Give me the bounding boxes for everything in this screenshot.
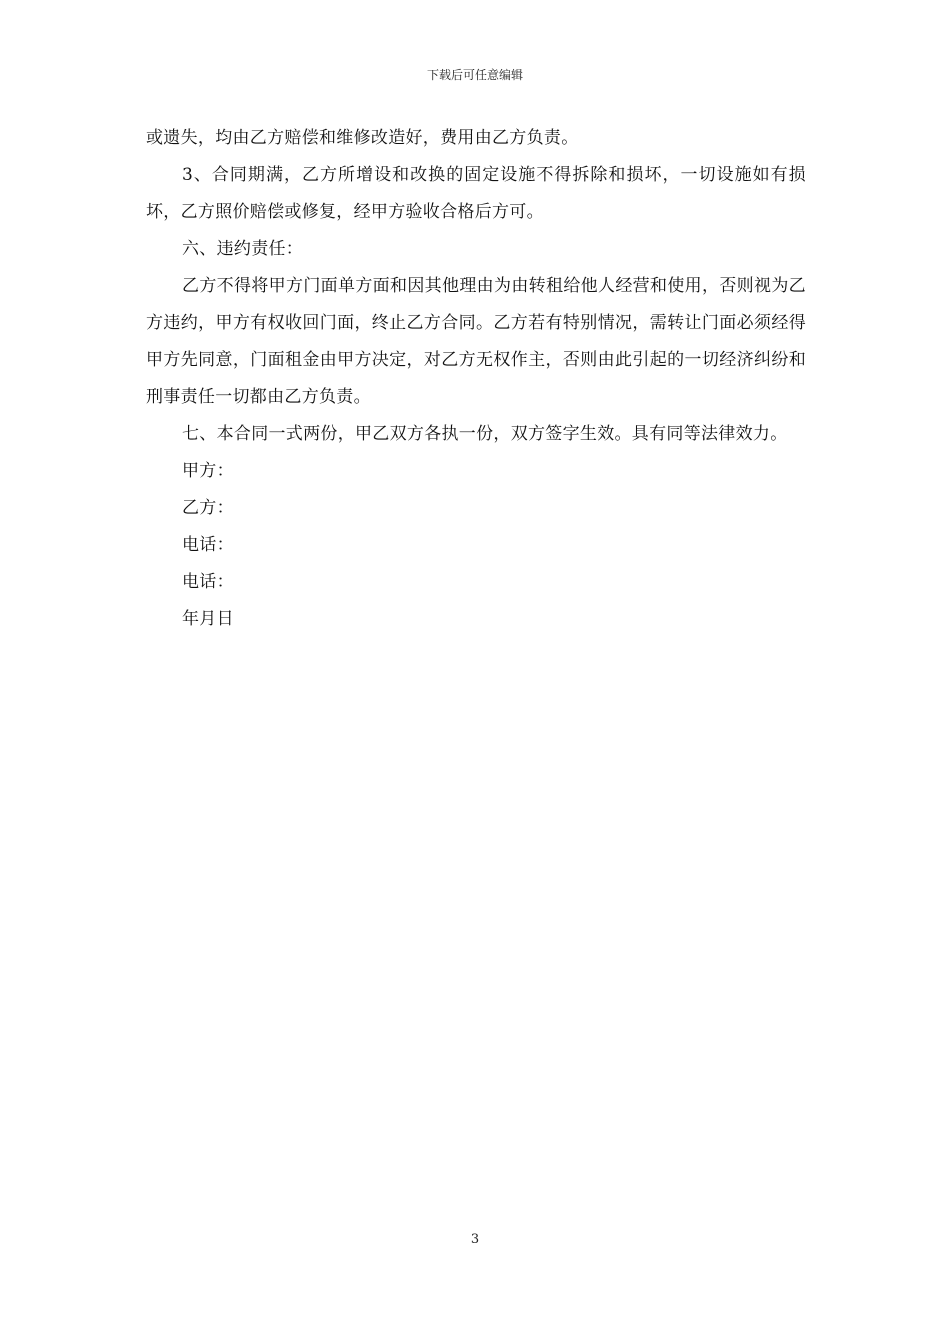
paragraph-breach-terms: 乙方不得将甲方门面单方面和因其他理由为由转租给他人经营和使用，否则视为乙方违约，甲方有权收回门面，终止乙方合同。乙方若有特别情况，需转让门面必须经得甲方先同意，门面租金由甲方决定，对乙方无权作主，否则由此引起的一切经济纠纷和刑事责任一切都由乙方负责。 (146, 276, 806, 407)
section-heading-breach: 六、违约责任： (182, 239, 304, 259)
phone-line-1: 电话： (182, 535, 234, 555)
document-body (146, 120, 806, 638)
paragraph-clause-3: 3、合同期满，乙方所增设和改换的固定设施不得拆除和损坏，一切设施如有损坏，乙方照价赔偿或修复，经甲方验收合格后方可。 (146, 165, 806, 222)
paragraph-continuation: 或遗失，均由乙方赔偿和维修改造好，费用由乙方负责。 (146, 128, 579, 148)
phone-line-2: 电话： (182, 572, 234, 592)
signature-party-b: 乙方： (182, 498, 234, 518)
page-number: 3 (470, 1232, 480, 1247)
signature-party-a: 甲方： (182, 461, 234, 481)
paragraph-copies: 七、本合同一式两份，甲乙双方各执一份，双方签字生效。具有同等法律效力。 (182, 424, 788, 444)
page-header: 下载后可任意编辑 (426, 68, 523, 82)
date-line: 年月日 (182, 609, 234, 629)
